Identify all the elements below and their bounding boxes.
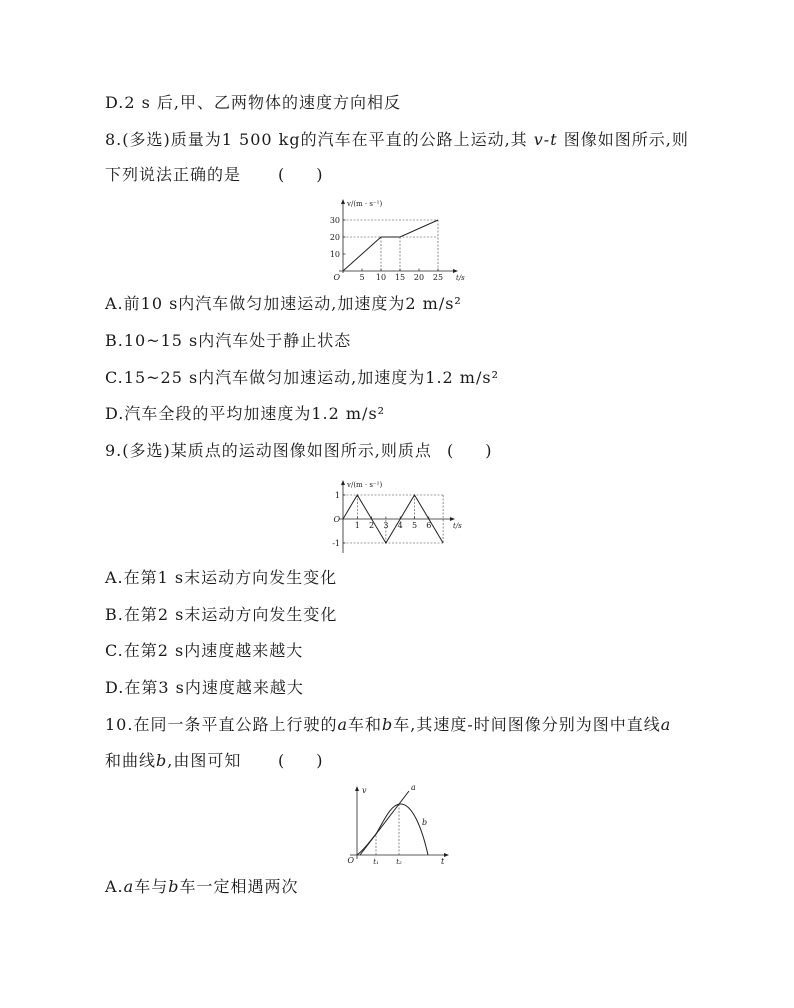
q9-origin-label: O bbox=[333, 515, 340, 524]
q10-stem-part2: 车和 bbox=[348, 715, 383, 734]
q10-t1-label: t₁ bbox=[373, 858, 379, 866]
q9-x-axis-label: t/s bbox=[453, 522, 462, 530]
q8-answer-blank: ( ) bbox=[278, 165, 323, 184]
q10-line-a-label: a bbox=[411, 783, 416, 792]
q10-var-a: a bbox=[337, 715, 348, 734]
q10-option-a-var-a: a bbox=[123, 877, 135, 896]
q10-option-a-var-b: b bbox=[168, 877, 180, 896]
q9-stem: 9.(多选)某质点的运动图像如图所示,则质点 bbox=[105, 441, 432, 460]
q10-var-b: b bbox=[156, 751, 168, 770]
q8-x-tick-label: 10 bbox=[375, 273, 387, 282]
q10-option-a-prefix: A. bbox=[105, 877, 124, 896]
q10-curve-b bbox=[357, 804, 428, 855]
q9-x-tick-label: 4 bbox=[397, 521, 403, 530]
q9-x-tick-label: 5 bbox=[411, 521, 418, 530]
q9-x-tick-label: 2 bbox=[369, 521, 375, 530]
q10-x-axis-label: t bbox=[441, 857, 445, 866]
q7-option-d: D.2 s 后,甲、乙两物体的速度方向相反 bbox=[105, 93, 401, 112]
q8-x-tick-label: 15 bbox=[394, 273, 406, 282]
q10-y-axis-arrow bbox=[355, 786, 359, 791]
q9-option-a: A.在第1 s末运动方向发生变化 bbox=[105, 568, 338, 587]
q8-stem-line2: 下列说法正确的是 bbox=[105, 165, 242, 184]
q8-option-b: B.10~15 s内汽车处于静止状态 bbox=[105, 331, 352, 350]
q10-answer-blank: ( ) bbox=[278, 751, 323, 770]
q8-y-tick-label: 30 bbox=[329, 216, 340, 225]
q8-stem-line1 bbox=[105, 130, 689, 150]
q9-y-axis-label: v/(m · s⁻¹) bbox=[347, 481, 383, 489]
q10-var-a: a bbox=[660, 715, 672, 734]
q10-stem-part5: ,由图可知 bbox=[167, 751, 242, 770]
q9-x-tick-label: 1 bbox=[354, 521, 360, 530]
q10-var-b: b bbox=[382, 715, 394, 734]
q10-stem-line1 bbox=[105, 715, 671, 735]
q8-option-a: A.前10 s内汽车做匀加速运动,加速度为2 m/s² bbox=[105, 294, 462, 313]
q10-curve-b-label: b bbox=[422, 818, 428, 827]
q9-x-tick-label: 3 bbox=[383, 521, 389, 530]
q8-stem-part1: 8.(多选)质量为1 500 kg的汽车在平直的公路上运动,其 bbox=[105, 130, 534, 149]
q8-series-line bbox=[343, 220, 438, 271]
q8-y-axis-arrow bbox=[341, 199, 345, 204]
q8-x-axis-arrow bbox=[453, 269, 458, 273]
q10-stem-line2 bbox=[105, 751, 241, 771]
q8-option-d: D.汽车全段的平均加速度为1.2 m/s² bbox=[105, 404, 386, 423]
q8-stem-part2: 图像如图所示,则 bbox=[557, 130, 689, 149]
q8-y-tick-label: 20 bbox=[329, 233, 340, 242]
q9-option-b: B.在第2 s末运动方向发生变化 bbox=[105, 605, 338, 624]
q8-x-axis-label: t/s bbox=[456, 274, 465, 282]
q8-stem-variable: v-t bbox=[533, 130, 558, 149]
q9-x-axis-arrow bbox=[450, 517, 455, 521]
q8-x-tick-label: 20 bbox=[413, 273, 425, 282]
q8-origin-label: O bbox=[333, 273, 340, 282]
q10-stem-part3: 车,其速度-时间图像分别为图中直线 bbox=[393, 715, 661, 734]
q9-y-axis-arrow bbox=[341, 480, 345, 485]
q9-answer-blank: ( ) bbox=[447, 441, 492, 460]
q10-stem-part4: 和曲线 bbox=[105, 751, 157, 770]
q8-y-tick-label: 10 bbox=[329, 250, 340, 259]
q9-x-tick-label: 6 bbox=[426, 521, 432, 530]
q10-origin-label: O bbox=[347, 856, 354, 865]
q8-option-c: C.15~25 s内汽车做匀加速运动,加速度为1.2 m/s² bbox=[105, 368, 499, 387]
q8-vt-graph bbox=[320, 195, 480, 290]
q9-vt-graph bbox=[320, 475, 480, 560]
q10-option-a-part2: 车一定相遇两次 bbox=[179, 877, 299, 896]
q10-y-axis-label: v bbox=[362, 786, 367, 795]
q9-y-tick-label: 1 bbox=[334, 491, 340, 500]
q10-option-a-part1: 车与 bbox=[134, 877, 169, 896]
q8-x-tick-label: 25 bbox=[432, 273, 444, 282]
q10-stem-part1: 10.在同一条平直公路上行驶的 bbox=[105, 715, 338, 734]
q9-option-d: D.在第3 s内速度越来越大 bbox=[105, 678, 304, 697]
q10-x-axis-arrow bbox=[444, 853, 449, 857]
q10-t2-label: t₂ bbox=[396, 858, 402, 866]
q9-y-tick-label: -1 bbox=[332, 539, 340, 548]
q8-x-tick-label: 5 bbox=[359, 273, 365, 282]
q10-vt-graph bbox=[340, 783, 455, 868]
q8-y-axis-label: v/(m · s⁻¹) bbox=[347, 200, 383, 208]
q10-option-a bbox=[105, 877, 298, 897]
q9-option-c: C.在第2 s内速度越来越大 bbox=[105, 641, 304, 660]
